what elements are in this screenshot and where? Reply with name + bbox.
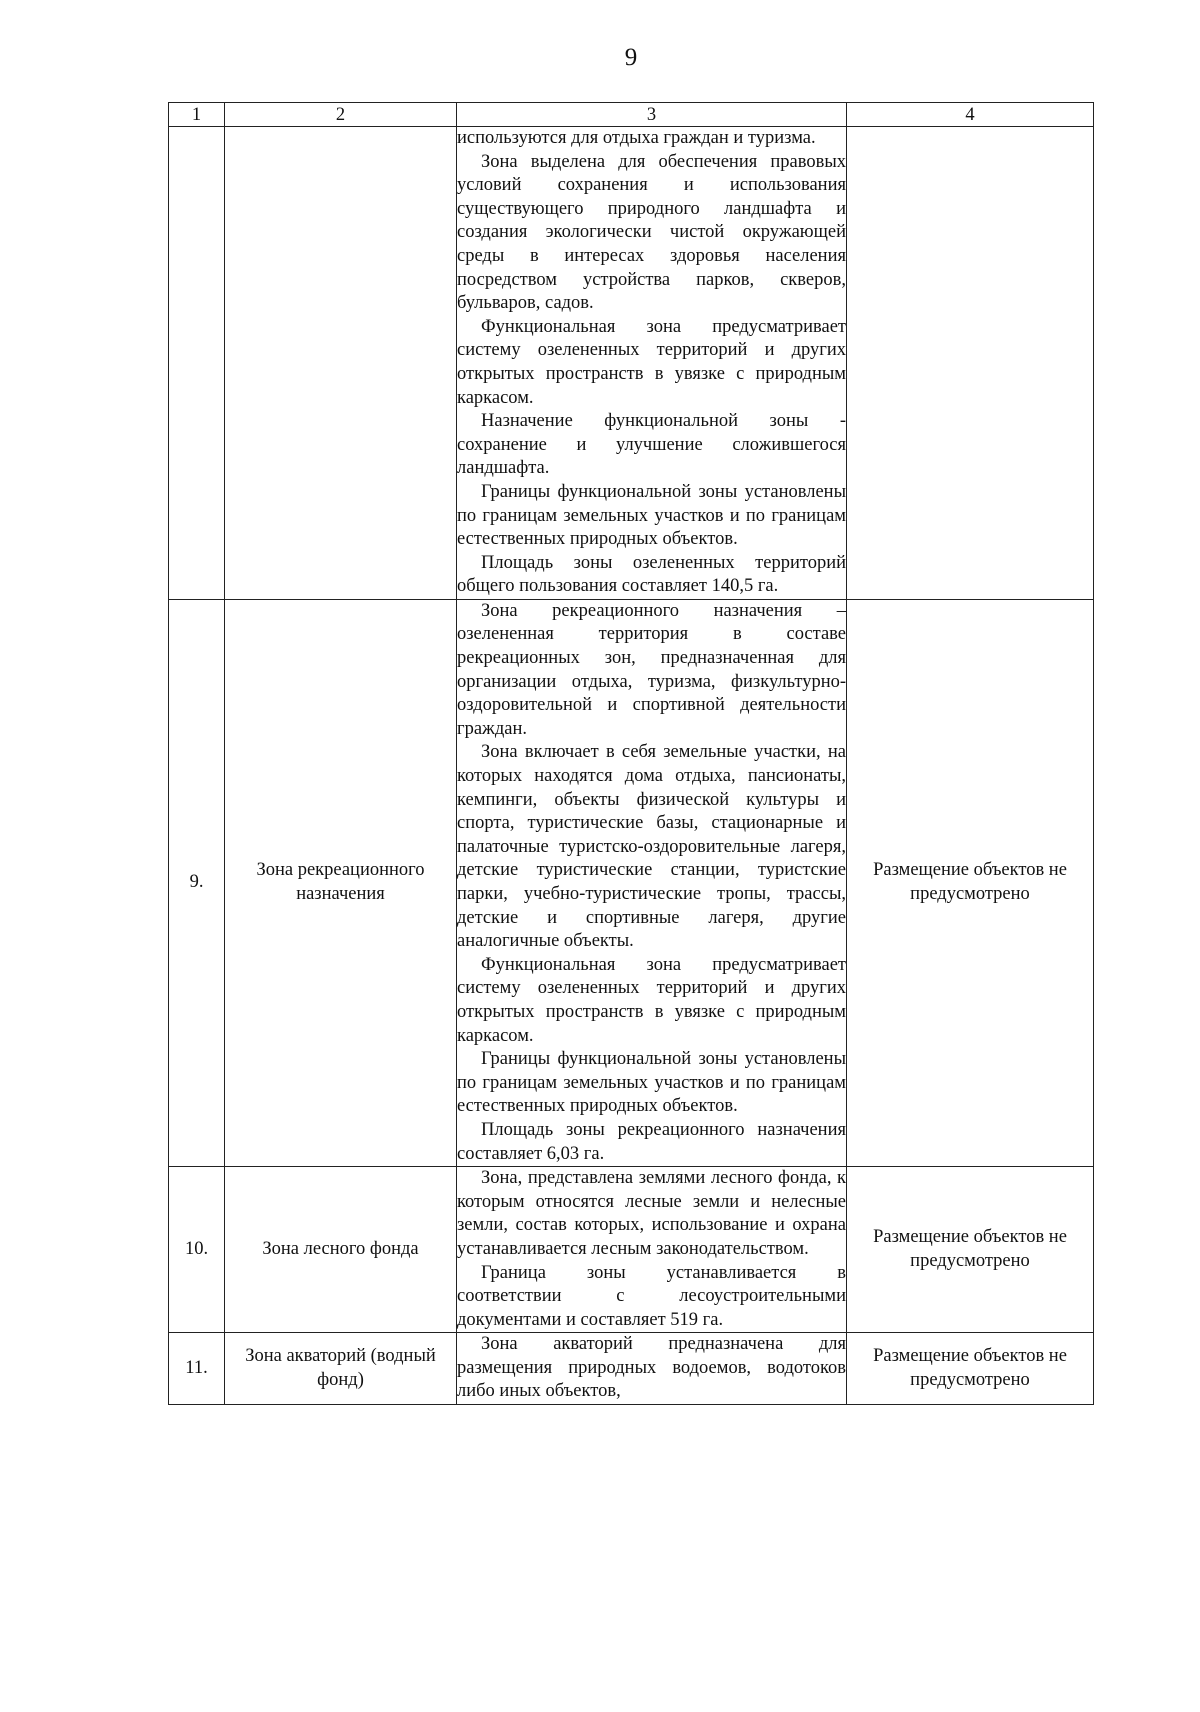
description-paragraph: Зона рекреационного назначения – озелененная территория в составе рекреационных зон, предназначенная для организации отдыха, туризма, физкультурно-оздоровительной и спортивной деятельности граждан. (457, 600, 846, 739)
row-number (169, 127, 225, 600)
zone-name (225, 127, 457, 600)
column-header: 3 (457, 103, 847, 127)
description-paragraph: используются для отдыха граждан и туризма. (457, 128, 816, 148)
placement-note: Размещение объектов не предусмотрено (847, 1167, 1094, 1333)
description-paragraph: Границы функциональной зоны установлены по границам земельных участков и по границам естественных природных объектов. (457, 1049, 846, 1117)
description-paragraph: Функциональная зона предусматривает систему озелененных территорий и других открытых пространств в увязке с природным каркасом. (457, 316, 846, 408)
zone-description (457, 1333, 847, 1405)
zone-name: Зона рекреационного назначения (225, 599, 457, 1166)
column-header: 2 (225, 103, 457, 127)
placement-note: Размещение объектов не предусмотрено (847, 1333, 1094, 1405)
description-paragraph: Зона акваторий предназначена для размещения природных водоемов, водотоков либо иных объектов, (457, 1334, 846, 1402)
placement-note (847, 127, 1094, 600)
table-row (169, 1167, 1094, 1333)
column-header: 1 (169, 103, 225, 127)
zone-description (457, 599, 847, 1166)
table-row (169, 127, 1094, 600)
zones-table (168, 102, 1094, 1405)
description-paragraph: Границы функциональной зоны установлены по границам земельных участков и по границам естественных природных объектов. (457, 481, 846, 550)
table-row (169, 599, 1094, 1166)
row-number: 11. (169, 1333, 225, 1405)
description-paragraph: Площадь зоны рекреационного назначения составляет 6,03 га. (457, 1119, 846, 1164)
description-paragraph: Граница зоны устанавливается в соответствии с лесоустроительными документами и составляет 519 га. (457, 1262, 846, 1330)
table-header-row (169, 103, 1094, 127)
description-paragraph: Зона включает в себя земельные участки, на которых находятся дома отдыха, пансионаты, кемпинги, объекты физической культуры и спорта, туристические базы, стационарные и палаточные туристско-оздоровительные лагеря, детские туристические станции, туристские парки, учебно-туристические тропы, трассы, детские и спортивные лагеря, другие аналогичные объекты. (457, 742, 846, 952)
row-number: 9. (169, 599, 225, 1166)
row-number: 10. (169, 1167, 225, 1333)
table-row (169, 1333, 1094, 1405)
placement-note: Размещение объектов не предусмотрено (847, 599, 1094, 1166)
zone-name: Зона лесного фонда (225, 1167, 457, 1333)
description-paragraph: Зона, представлена землями лесного фонда, к которым относятся лесные земли и нелесные земли, состав которых, использование и охрана устанавливается лесным законодательством. (457, 1168, 846, 1259)
zone-description (457, 1167, 847, 1333)
description-paragraph: Зона выделена для обеспечения правовых условий сохранения и использования существующего природного ландшафта и создания экологически чистой окружающей среды в интересах здоровья населения посредством устройства парков, скверов, бульваров, садов. (457, 151, 846, 314)
page-number: 9 (624, 44, 638, 71)
description-paragraph: Назначение функциональной зоны - сохранение и улучшение сложившегося ландшафта. (457, 411, 846, 479)
zone-name: Зона акваторий (водный фонд) (225, 1333, 457, 1405)
zone-description (457, 127, 847, 600)
description-paragraph: Функциональная зона предусматривает систему озелененных территорий и других открытых пространств в увязке с природным каркасом. (457, 954, 846, 1046)
description-paragraph: Площадь зоны озелененных территорий общего пользования составляет 140,5 га. (457, 552, 846, 597)
column-header: 4 (847, 103, 1094, 127)
